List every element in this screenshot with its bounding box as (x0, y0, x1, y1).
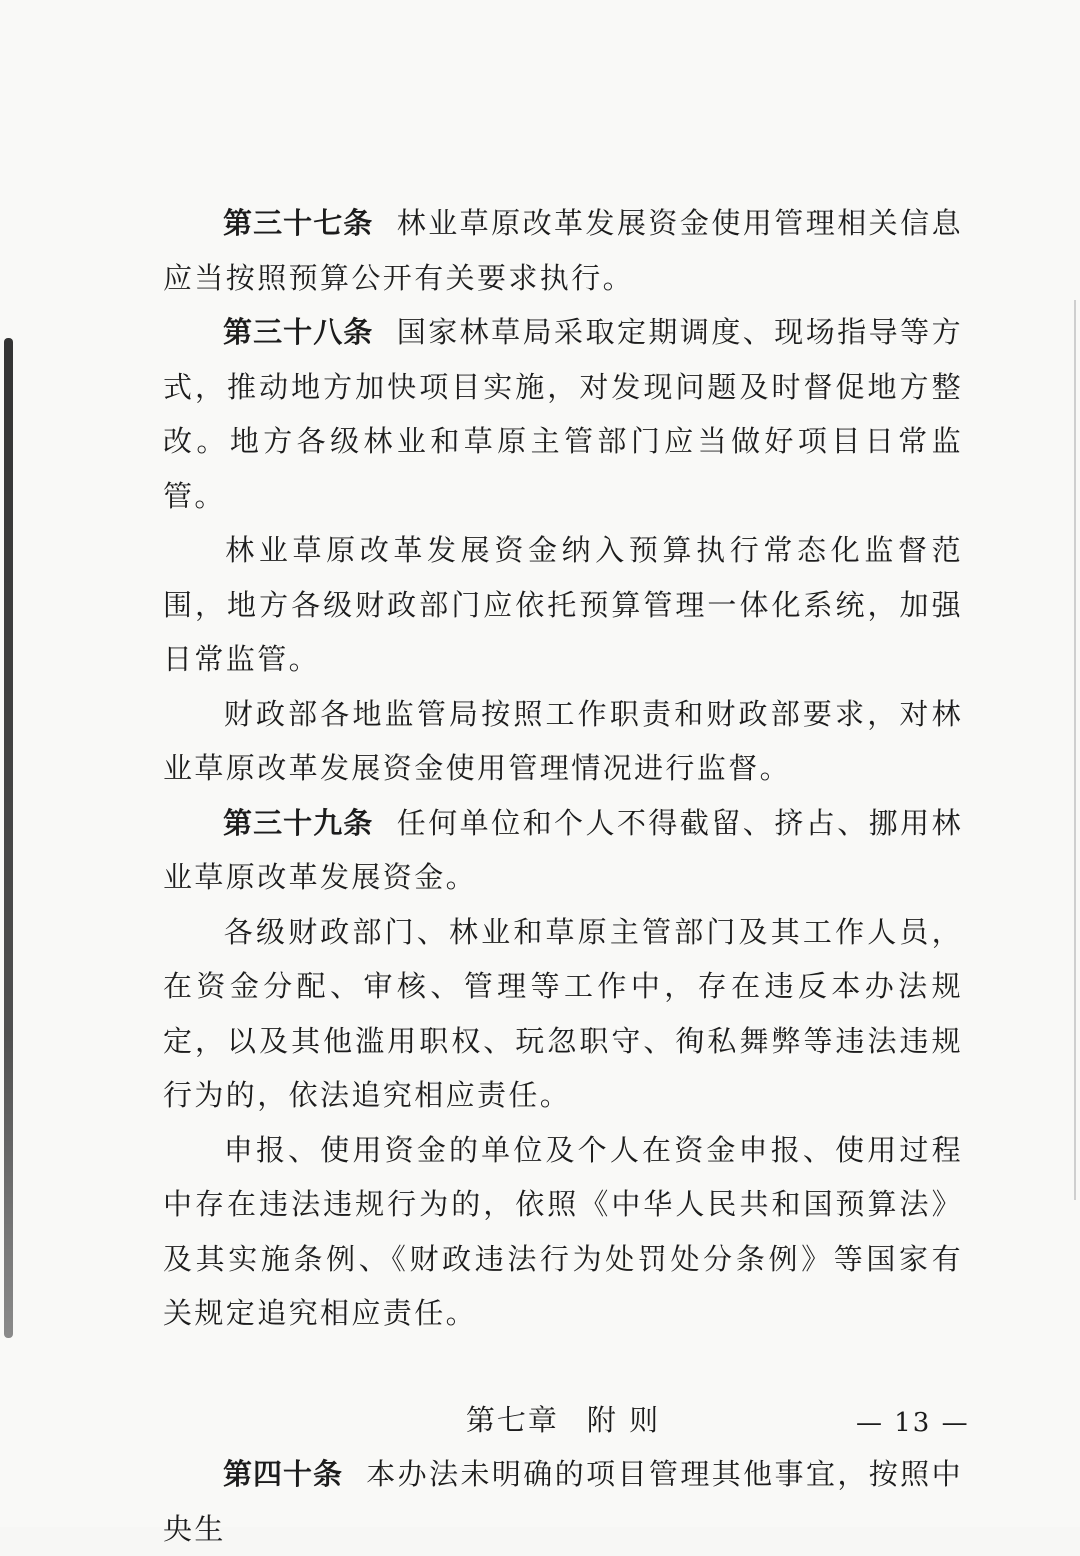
paragraph-text: 财政部各地监管局按照工作职责和财政部要求，对林业草原改革发展资金使用管理情况进行监督。 (163, 696, 963, 785)
article-heading: 第三十九条 (223, 805, 374, 840)
body-text (163, 196, 963, 1556)
paragraph-text: 林业草原改革发展资金使用管理相关信息应当按照预算公开有关要求执行。 (163, 206, 963, 295)
chapter-title: 附 则 (586, 1402, 661, 1437)
paragraph-art39 (163, 796, 963, 905)
paragraph (163, 523, 963, 687)
paragraph-art40 (163, 1447, 963, 1556)
paragraph (163, 1123, 963, 1341)
article-heading: 第三十七条 (223, 206, 374, 240)
paragraph-text: 本办法未明确的项目管理其他事宜，按照中央生 (163, 1457, 963, 1546)
paragraph (163, 905, 963, 1123)
paragraph-text: 各级财政部门、林业和草原主管部门及其工作人员，在资金分配、审核、管理等工作中，存在违反本办法规定，以及其他滥用职权、玩忽职守、徇私舞弊等违法违规行为的，依法追究相应责任。 (163, 914, 963, 1112)
page-edge (1074, 300, 1076, 1200)
chapter-number: 第七章 (465, 1402, 559, 1437)
paragraph-art38 (163, 305, 963, 523)
article-heading: 第四十条 (223, 1457, 344, 1491)
paragraph (163, 687, 963, 796)
paragraph-text: 林业草原改革发展资金纳入预算执行常态化监督范围，地方各级财政部门应依托预算管理一体化系统，加强日常监管。 (163, 533, 963, 676)
paragraph-text: 申报、使用资金的单位及个人在资金申报、使用过程中存在违法违规行为的，依照《中华人民共和国预算法》及其实施条例、《财政违法行为处罚处分条例》等国家有关规定追究相应责任。 (163, 1132, 963, 1330)
paragraph-art37 (163, 196, 963, 305)
article-heading: 第三十八条 (223, 315, 374, 349)
paragraph-text: 国家林草局采取定期调度、现场指导等方式，推动地方加快项目实施，对发现问题及时督促地方整改。地方各级林业和草原主管部门应当做好项目日常监管。 (163, 315, 963, 513)
page-number: — 13 — (856, 1408, 970, 1438)
binding-shadow (4, 338, 13, 1338)
paragraph-text: 任何单位和个人不得截留、挤占、挪用林业草原改革发展资金。 (163, 805, 963, 894)
chapter-heading (163, 1393, 963, 1448)
